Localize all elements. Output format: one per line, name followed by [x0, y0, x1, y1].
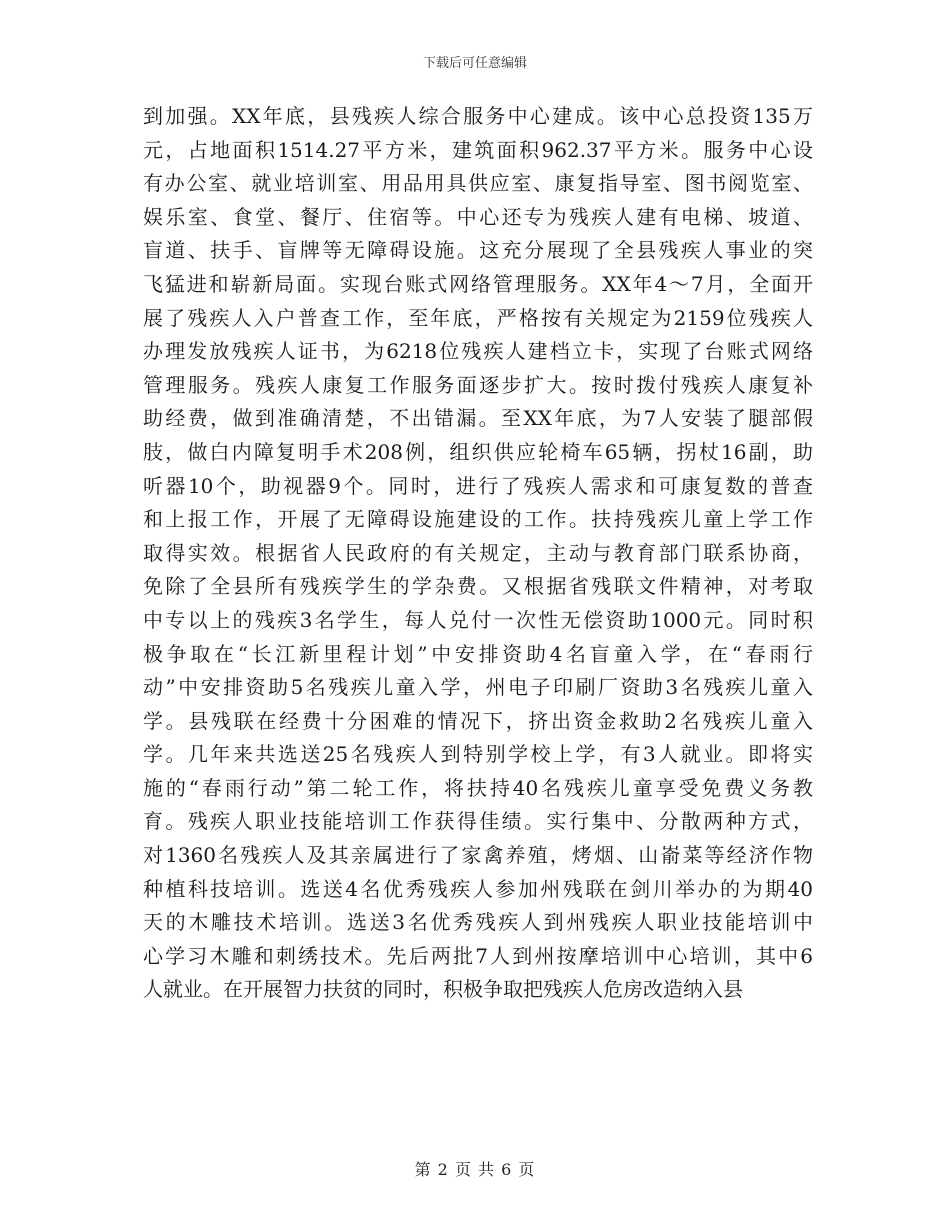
text-line: 学。县残联在经费十分困难的情况下，挤出资金救助2名残疾儿童入: [143, 708, 813, 733]
page-footer: 第 2 页 共 6 页: [414, 1160, 536, 1179]
page-header: 下载后可任意编辑: [422, 56, 527, 71]
text-line: 元，占地面积1514.27平方米，建筑面积962.37平方米。服务中心设: [143, 137, 813, 162]
text-line: 种植科技培训。选送4名优秀残疾人参加州残联在剑川举办的为期40: [143, 876, 813, 901]
text-line: 取得实效。根据省人民政府的有关规定，主动与教育部门联系协商，: [143, 540, 813, 565]
text-line: 有办公室、就业培训室、用品用具供应室、康复指导室、图书阅览室、: [143, 171, 813, 196]
text-line: 极争取在“长江新里程计划”中安排资助4名盲童入学，在“春雨行: [143, 641, 813, 666]
text-line: 动”中安排资助5名残疾儿童入学，州电子印刷厂资助3名残疾儿童入: [143, 675, 813, 700]
text-line: 听器10个，助视器9个。同时，进行了残疾人需求和可康复数的普查: [143, 473, 813, 498]
text-line: 展了残疾人入户普查工作，至年底，严格按有关规定为2159位残疾人: [143, 305, 813, 330]
text-line: 施的“春雨行动”第二轮工作，将扶持40名残疾儿童享受免费义务教: [143, 775, 813, 800]
body-text: [143, 100, 813, 1007]
text-line: 助经费，做到准确清楚，不出错漏。至XX年底，为7人安装了腿部假: [143, 406, 813, 431]
text-line: 娱乐室、食堂、餐厅、住宿等。中心还专为残疾人建有电梯、坡道、: [143, 204, 813, 229]
text-line: 育。残疾人职业技能培训工作获得佳绩。实行集中、分散两种方式，: [143, 809, 813, 834]
text-line: 人就业。在开展智力扶贫的同时，积极争取把残疾人危房改造纳入县: [143, 977, 743, 1002]
text-line: 和上报工作，开展了无障碍设施建设的工作。扶持残疾儿童上学工作: [143, 507, 813, 532]
text-line: 到加强。XX年底，县残疾人综合服务中心建成。该中心总投资135万: [143, 104, 813, 128]
text-line: 对1360名残疾人及其亲属进行了家禽养殖，烤烟、山嵛菜等经济作物: [143, 843, 813, 868]
text-line: 盲道、扶手、盲牌等无障碍设施。这充分展现了全县残疾人事业的突: [143, 238, 813, 263]
text-line: 肢，做白内障复明手术208例，组织供应轮椅车65辆，拐杖16副，助: [143, 439, 813, 464]
text-line: 免除了全县所有残疾学生的学杂费。又根据省残联文件精神，对考取: [143, 574, 813, 599]
text-line: 飞猛进和崭新局面。实现台账式网络管理服务。XX年4～7月，全面开: [143, 271, 813, 296]
text-line: 学。几年来共选送25名残疾人到特别学校上学，有3人就业。即将实: [143, 742, 813, 767]
text-line: 中专以上的残疾3名学生，每人兑付一次性无偿资助1000元。同时积: [143, 607, 813, 632]
text-line: 办理发放残疾人证书，为6218位残疾人建档立卡，实现了台账式网络: [143, 339, 813, 364]
text-line: 心学习木雕和刺绣技术。先后两批7人到州按摩培训中心培训，其中6: [143, 943, 813, 968]
text-line: 天的木雕技术培训。选送3名优秀残疾人到州残疾人职业技能培训中: [143, 910, 813, 935]
text-line: 管理服务。残疾人康复工作服务面逐步扩大。按时拨付残疾人康复补: [143, 372, 813, 397]
